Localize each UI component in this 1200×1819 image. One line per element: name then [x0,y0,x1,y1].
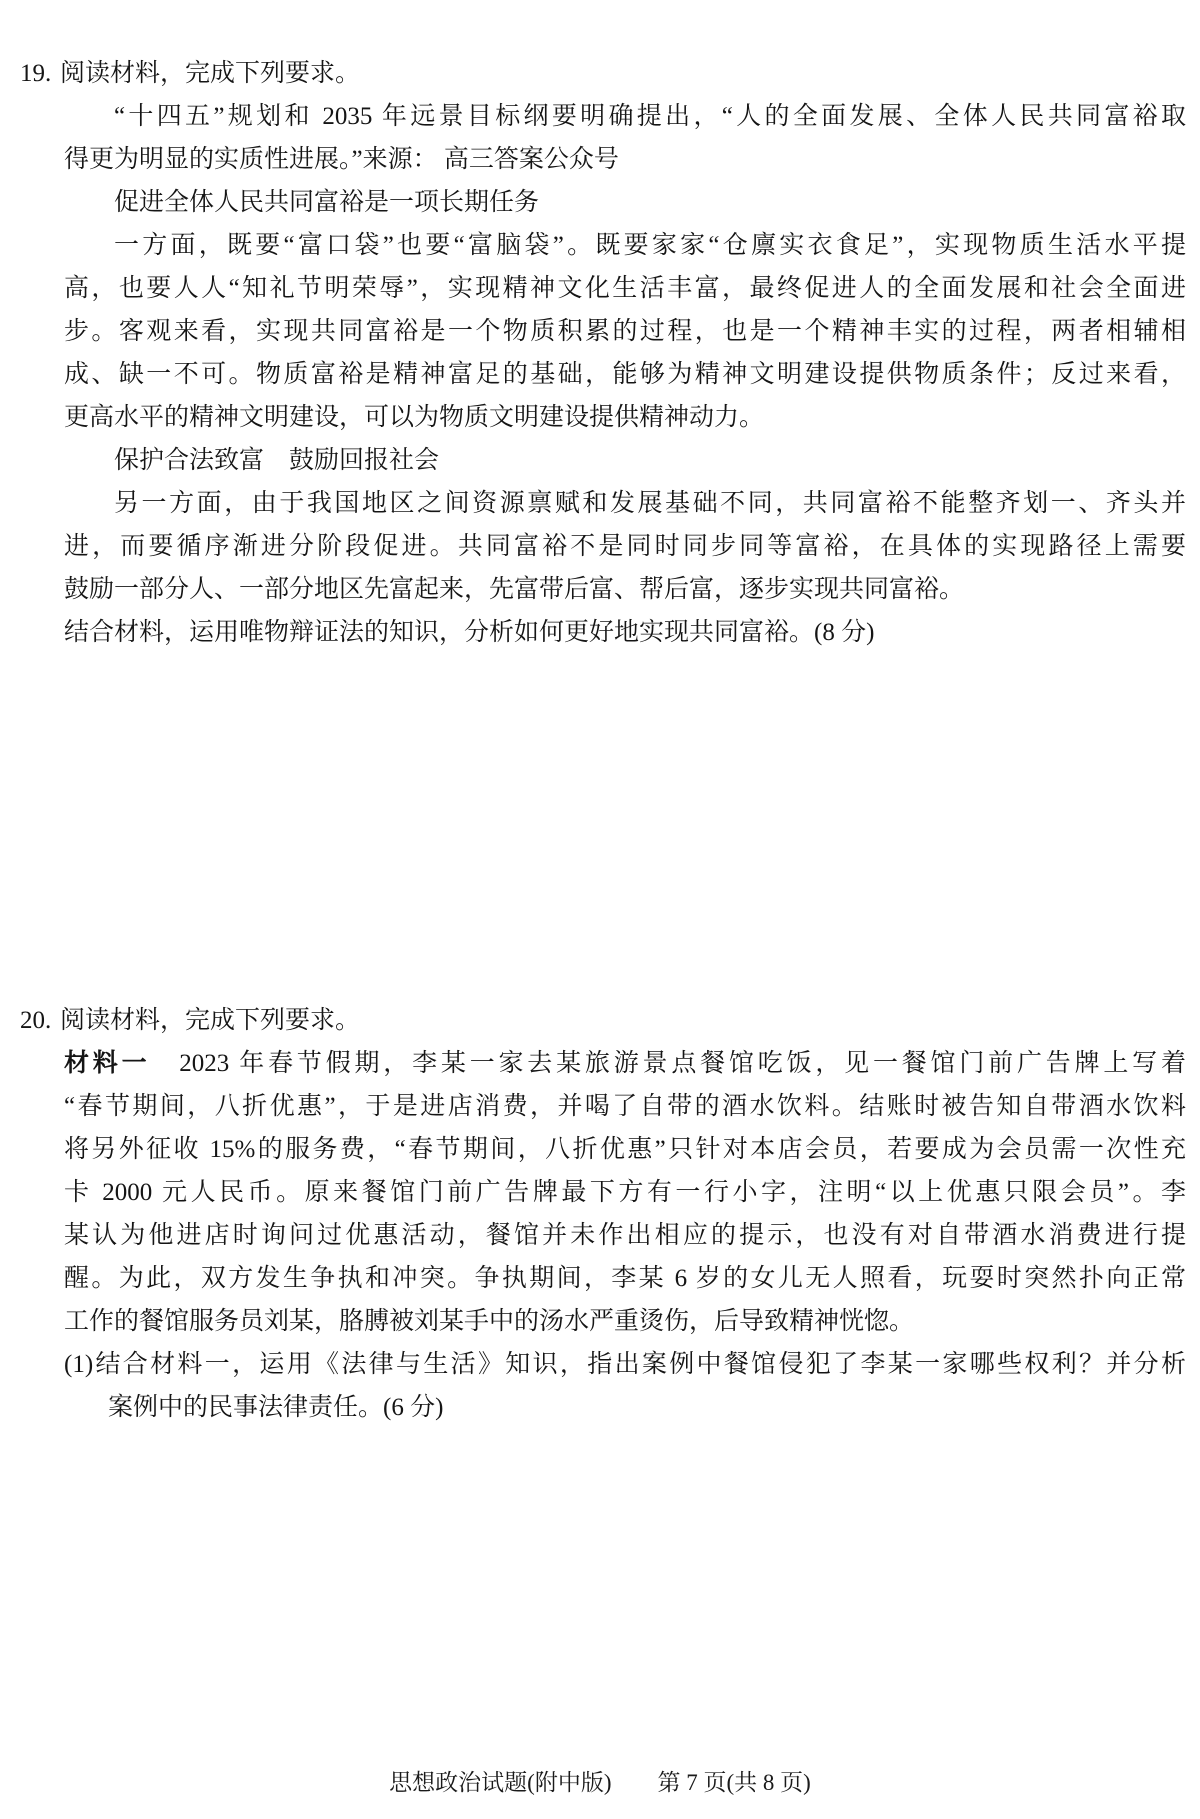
q20-subquestion-1-line: 案例中的民事法律责任。(6 分) [108,1394,444,1421]
question-20-body [64,1042,1186,1429]
q19-paragraph-line: 高，也要人人“知礼节明荣辱”，实现精神文化生活丰富，最终促进人的全面发展和社会全面进 [64,275,1186,302]
q19-subheading-1: 促进全体人民共同富裕是一项长期任务 [114,189,540,216]
q20-subquestion-1-line: (1)结合材料一，运用《法律与生活》知识，指出案例中餐馆侵犯了李某一家哪些权利？并分析 [64,1351,1186,1378]
q20-material-line: 卡 2000 元人民币。原来餐馆门前广告牌最下方有一行小字，注明“以上优惠只限会员”。李 [64,1179,1186,1206]
question-19-intro: 阅读材料，完成下列要求。 [60,60,361,87]
question-20-number: 20. [20,1007,52,1034]
q19-paragraph-line: 鼓励一部分人、一部分地区先富起来，先富带后富、帮后富，逐步实现共同富裕。 [64,576,965,603]
q19-paragraph-line: 进，而要循序渐进分阶段促进。共同富裕不是同时同步同等富裕，在具体的实现路径上需要 [64,533,1186,560]
question-20-intro: 阅读材料，完成下列要求。 [60,1007,361,1034]
question-19 [20,52,1186,654]
q19-task: 结合材料，运用唯物辩证法的知识，分析如何更好地实现共同富裕。(8 分) [64,619,875,646]
q20-material-text: 2023 年春节假期，李某一家去某旅游景点餐馆吃饭，见一餐馆门前广告牌上写着 [150,1050,1186,1077]
page-footer: 思想政治试题(附中版) 第 7 页(共 8 页) [389,1770,811,1795]
q20-material-line [64,1042,1186,1085]
q20-material-line: 某认为他进店时询问过优惠活动，餐馆并未作出相应的提示，也没有对自带酒水消费进行提 [64,1222,1186,1249]
material-1-label: 材料一 [64,1050,151,1077]
blank-answer-space [20,654,1186,999]
q19-paragraph-line: “十四五”规划和 2035 年远景目标纲要明确提出，“人的全面发展、全体人民共同富裕取 [114,103,1186,130]
q20-material-line: 将另外征收 15%的服务费，“春节期间，八折优惠”只针对本店会员，若要成为会员需一次性充 [64,1136,1186,1163]
q19-subheading-2: 保护合法致富 鼓励回报社会 [114,447,440,474]
q19-paragraph-line: 步。客观来看，实现共同富裕是一个物质积累的过程，也是一个精神丰实的过程，两者相辅相 [64,318,1186,345]
question-19-number: 19. [20,60,52,87]
question-19-header [20,52,1186,95]
question-20-header [20,999,1186,1042]
q19-paragraph-line: 得更为明显的实质性进展。”来源： 高三答案公众号 [64,146,619,173]
q19-paragraph-line: 一方面，既要“富口袋”也要“富脑袋”。既要家家“仓廪实衣食足”，实现物质生活水平提 [114,232,1186,259]
q20-material-line: “春节期间，八折优惠”，于是进店消费，并喝了自带的酒水饮料。结账时被告知自带酒水饮料 [64,1093,1186,1120]
q20-material-line: 醒。为此，双方发生争执和冲突。争执期间，李某 6 岁的女儿无人照看，玩耍时突然扑向正常 [64,1265,1186,1292]
q19-paragraph-line: 另一方面，由于我国地区之间资源禀赋和发展基础不同，共同富裕不能整齐划一、齐头并 [114,490,1186,517]
q19-paragraph-line: 成、缺一不可。物质富裕是精神富足的基础，能够为精神文明建设提供物质条件；反过来看， [64,361,1186,388]
q19-paragraph-line: 更高水平的精神文明建设，可以为物质文明建设提供精神动力。 [64,404,765,431]
q20-material-line: 工作的餐馆服务员刘某，胳膊被刘某手中的汤水严重烫伤，后导致精神恍惚。 [64,1308,915,1335]
question-20 [20,999,1186,1429]
question-19-body [64,95,1186,654]
